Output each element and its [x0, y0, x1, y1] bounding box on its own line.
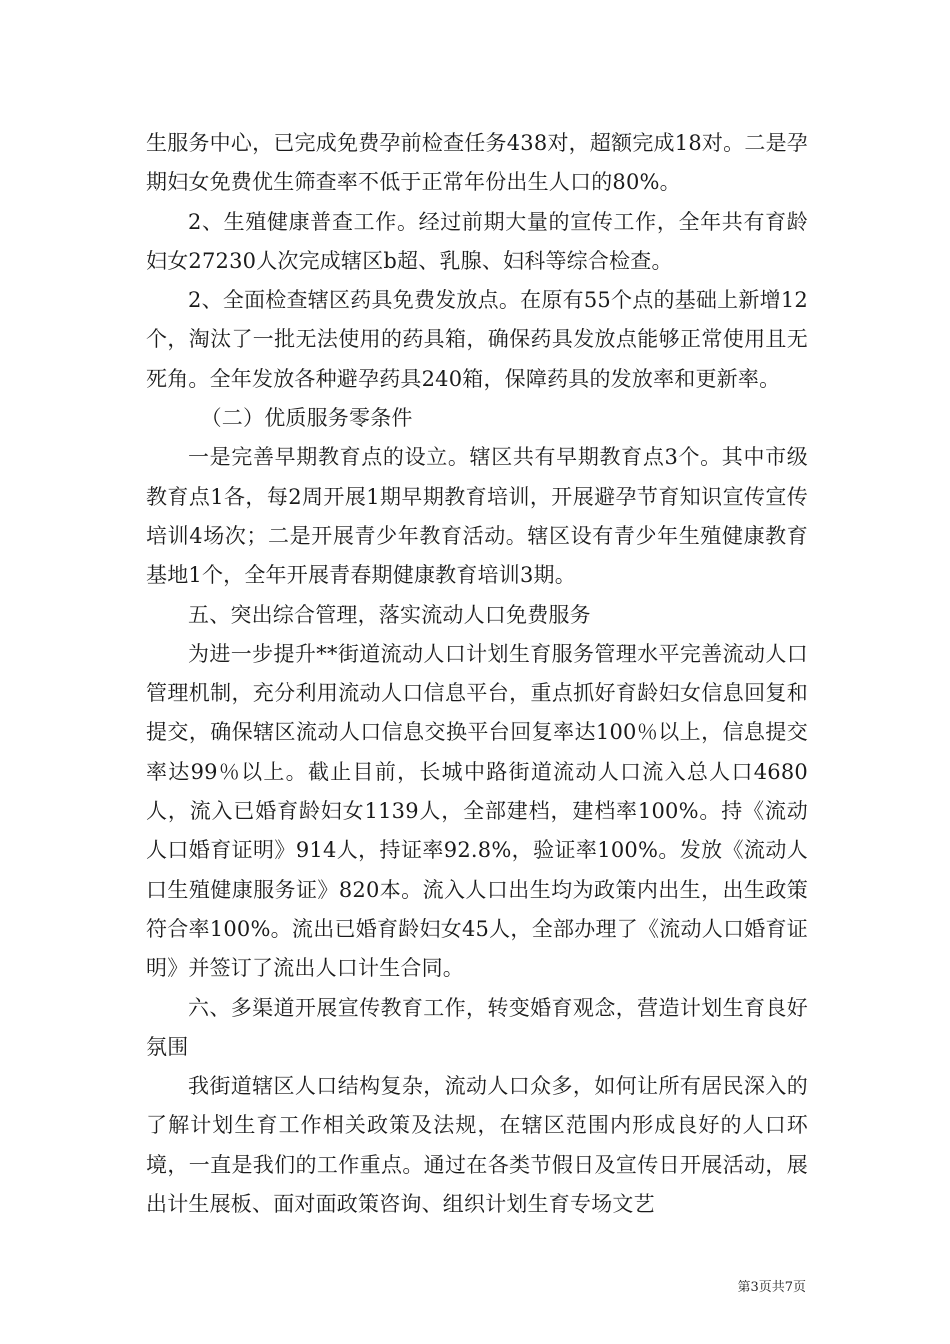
- document-body: [146, 124, 808, 1224]
- paragraph-contraceptive-distribution: 2、全面检查辖区药具免费发放点。在原有55个点的基础上新增12个，淘汰了一批无法使用的药具箱，确保药具发放点能够正常使用且无死角。全年发放各种避孕药具240箱，保障药具的发放率和更新率。: [146, 288, 808, 391]
- paragraph-early-education: 一是完善早期教育点的设立。辖区共有早期教育点3个。其中市级教育点1各，每2周开展1期早期教育培训，开展避孕节育知识宣传宣传培训4场次；二是开展青少年教育活动。辖区设有青少年生殖健康教育基地1个，全年开展青春期健康教育培训3期。: [146, 445, 808, 588]
- paragraph-exam-results: 生服务中心，已完成免费孕前检查任务438对，超额完成18对。二是孕期妇女免费优生筛查率不低于正常年份出生人口的80%。: [146, 131, 808, 195]
- paragraph-publicity-work: 我街道辖区人口结构复杂，流动人口众多，如何让所有居民深入的了解计划生育工作相关政策及法规，在辖区范围内形成良好的人口环境，一直是我们的工作重点。通过在各类节假日及宣传日开展活动，展出计生展板、面对面政策咨询、组织计划生育专场文艺: [146, 1074, 808, 1217]
- paragraph-floating-population: 为进一步提升**街道流动人口计划生育服务管理水平完善流动人口管理机制，充分利用流动人口信息平台，重点抓好育龄妇女信息回复和提交，确保辖区流动人口信息交换平台回复率达100％以上，信息提交率达99％以上。截止目前，长城中路街道流动人口流入总人口4680人，流入已婚育龄妇女1139人，全部建档，建档率100%。持《流动人口婚育证明》914人，持证率92.8%，验证率100%。发放《流动人口生殖健康服务证》820本。流入人口出生均为政策内出生，出生政策符合率100%。流出已婚育龄妇女45人，全部办理了《流动人口婚育证明》并签订了流出人口计生合同。: [146, 641, 808, 981]
- paragraph-reproductive-health-census: 2、生殖健康普查工作。经过前期大量的宣传工作，全年共有育龄妇女27230人次完成辖区b超、乳腺、妇科等综合检查。: [146, 209, 808, 273]
- page-number-footer: 第3页共7页: [737, 1280, 806, 1295]
- subheading-quality-service: （二）优质服务零条件: [200, 406, 413, 431]
- heading-section-six: 六、多渠道开展宣传教育工作，转变婚育观念，营造计划生育良好氛围: [146, 995, 808, 1059]
- heading-section-five: 五、突出综合管理，落实流动人口免费服务: [188, 602, 591, 627]
